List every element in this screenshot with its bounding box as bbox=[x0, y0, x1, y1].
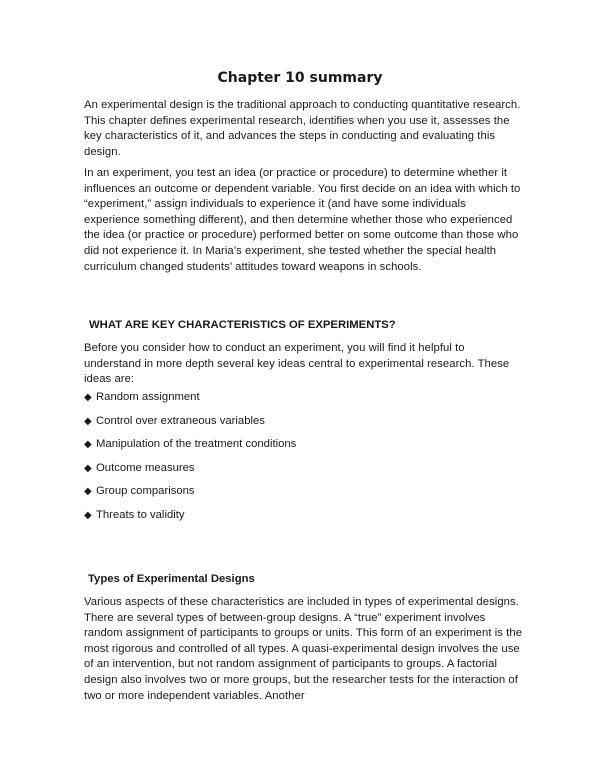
list-item-label: Control over extraneous variables bbox=[96, 414, 265, 427]
list-item bbox=[84, 390, 296, 414]
list-item bbox=[84, 437, 296, 461]
section-heading-types: Types of Experimental Designs bbox=[88, 573, 255, 585]
list-item-label: Outcome measures bbox=[96, 461, 195, 474]
section-heading-key-characteristics: WHAT ARE KEY CHARACTERISTICS OF EXPERIMENTS? bbox=[89, 319, 396, 331]
experiment-paragraph: In an experiment, you test an idea (or practice or procedure) to determine whether it influences an outcome or dependent variable. You first decide on an idea with which to “experiment,” assign individuals to experience it (and have some individuals experience something different), and then determine whether those who experienced the idea (or practice or procedure) performed better on some outcome than those who did not experience it. In Maria’s experiment, she tested whether the special health curriculum changed students’ attitudes toward weapons in schools. bbox=[84, 167, 521, 273]
list-item bbox=[84, 461, 296, 485]
intro-paragraph: An experimental design is the traditional approach to conducting quantitative research. This chapter defines experimental research, identifies when you use it, assesses the key characteristics of it, and advances the steps in conducting and evaluating this design. bbox=[84, 99, 521, 158]
diamond-bullet-icon: ◆ bbox=[84, 462, 92, 474]
characteristics-list bbox=[84, 390, 296, 531]
types-paragraph: Various aspects of these characteristics are included in types of experimental designs. There are several types of between-group designs. A “true” experiment involves random assignment of participants to groups or units. This form of an experiment is the most rigorous and controlled of all types. A quasi-experimental design involves the use of an intervention, but not random assignment of participants to groups. A factorial design also involves two or more groups, but the researcher tests for the interaction of two or more independent variables. Another bbox=[84, 596, 523, 702]
list-item bbox=[84, 508, 296, 532]
list-item-label: Group comparisons bbox=[96, 485, 195, 497]
diamond-bullet-icon: ◆ bbox=[84, 415, 92, 427]
list-item-label: Random assignment bbox=[96, 391, 200, 403]
characteristics-intro-paragraph: Before you consider how to conduct an experiment, you will find it helpful to understand in more depth several key ideas central to experimental research. These ideas are: bbox=[84, 342, 510, 386]
diamond-bullet-icon: ◆ bbox=[84, 486, 92, 497]
diamond-bullet-icon: ◆ bbox=[84, 392, 92, 403]
diamond-bullet-icon: ◆ bbox=[84, 439, 92, 450]
list-item bbox=[84, 484, 296, 508]
page-title: Chapter 10 summary bbox=[217, 70, 383, 86]
diamond-bullet-icon: ◆ bbox=[84, 509, 92, 521]
list-item-label: Manipulation of the treatment conditions bbox=[96, 438, 297, 450]
list-item-label: Threats to validity bbox=[96, 508, 185, 521]
list-item bbox=[84, 414, 296, 438]
